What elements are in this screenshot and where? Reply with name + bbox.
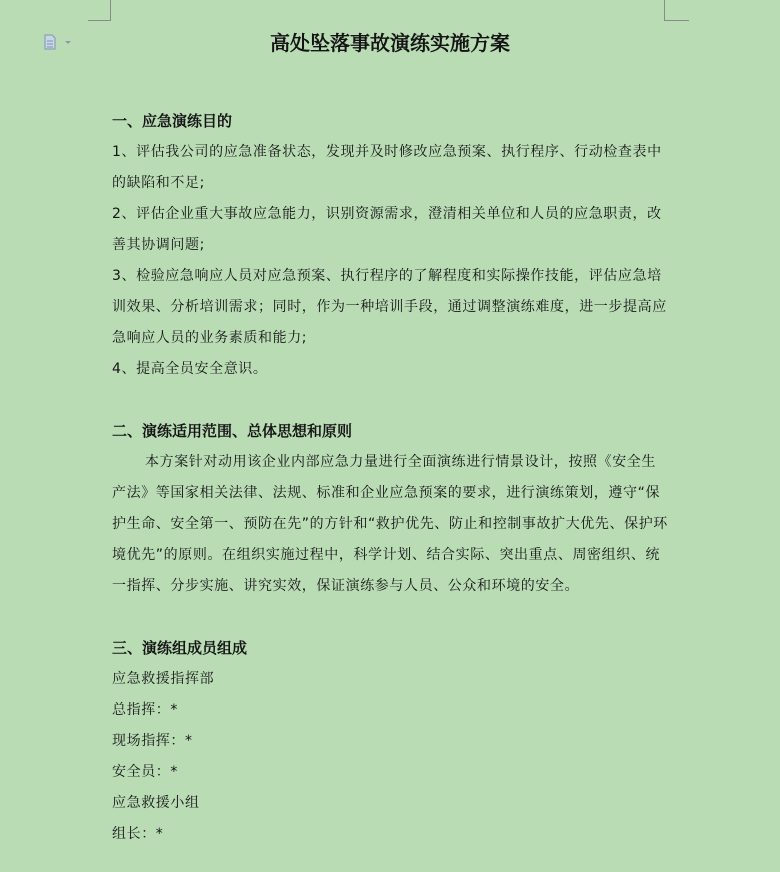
- text-line: 现场指挥：*: [112, 733, 193, 749]
- document-layout-icon[interactable]: [44, 34, 72, 50]
- text-line: 安全员：*: [112, 764, 178, 780]
- section-heading: 二、演练适用范围、总体思想和原则: [112, 422, 353, 440]
- document-title: 高处坠落事故演练实施方案: [270, 31, 510, 55]
- page-corner-mark-right: [664, 0, 689, 21]
- text-line: 组长：*: [112, 826, 164, 842]
- document-body: [112, 28, 668, 850]
- text-line: 总指挥：*: [112, 702, 178, 718]
- page-corner-mark-left: [88, 0, 111, 21]
- paragraph: 1、评估我公司的应急准备状态，发现并及时修改应急预案、执行程序、行动检查表中的缺陷和不足;: [112, 144, 662, 191]
- paragraph: 本方案针对动用该企业内部应急力量进行全面演练进行情景设计，按照《安全生产法》等国家相关法律、法规、标准和企业应急预案的要求，进行演练策划，遵守“保护生命、安全第一、预防在先”的方针和“救护优先、防止和控制事故扩大优先、保护环境优先”的原则。在组织实施过程中，科学计划、结合实际、突出重点、周密组织、统一指挥、分步实施、讲究实效，保证演练参与人员、公众和环境的安全。: [112, 454, 668, 594]
- text-line: 应急救援指挥部: [112, 671, 215, 687]
- section-heading: 一、应急演练目的: [112, 112, 233, 130]
- section-heading: 三、演练组成员组成: [112, 639, 248, 657]
- paragraph: 4、提高全员安全意识。: [112, 361, 268, 377]
- paragraph: 2、评估企业重大事故应急能力，识别资源需求，澄清相关单位和人员的应急职责，改善其协调问题;: [112, 206, 662, 253]
- text-line: 应急救援小组: [112, 795, 200, 811]
- paragraph: 3、检验应急响应人员对应急预案、执行程序的了解程度和实际操作技能，评估应急培训效果、分析培训需求；同时，作为一种培训手段，通过调整演练难度，进一步提高应急响应人员的业务素质和能力;: [112, 268, 667, 346]
